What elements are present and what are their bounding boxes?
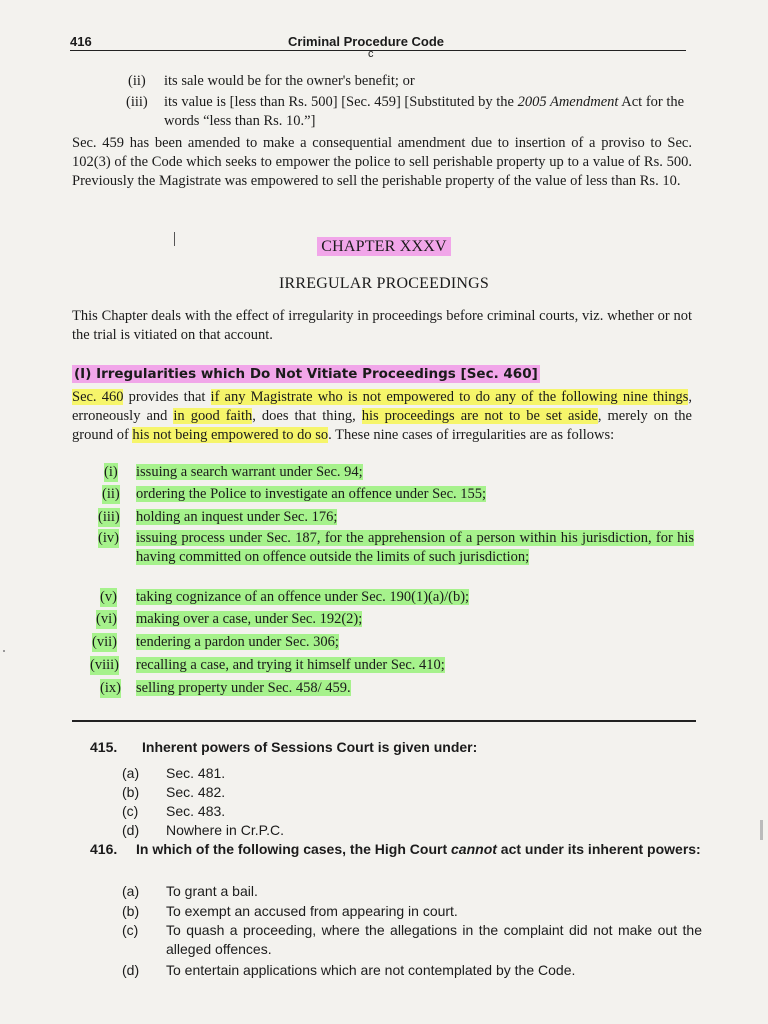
item-text: its value is [less than Rs. 500] [Sec. 459] [Substituted by the 2005 Amendment Act for the words “less than Rs. 10.”] (164, 94, 685, 129)
option-text: Sec. 483. (166, 803, 226, 819)
option-text: To exempt an accused from appearing in court. (166, 903, 458, 919)
question-text: Inherent powers of Sessions Court is given under: (142, 739, 478, 755)
item-label: (iii) (126, 94, 148, 110)
option-label: (c) (122, 922, 139, 938)
option-text: To quash a proceeding, where the allegations in the complaint did not make out the alleged offences. (166, 922, 702, 957)
running-title: Criminal Procedure Code (288, 34, 445, 49)
item-text: its sale would be for the owner's benefit; or (164, 73, 415, 89)
question-number: 416. (90, 841, 118, 857)
option-label: (d) (122, 822, 140, 838)
option-label: (a) (122, 765, 140, 781)
option-text: To entertain applications which are not contemplated by the Code. (166, 962, 576, 978)
option-label: (c) (122, 803, 139, 819)
chapter-number: CHAPTER XXXV (0, 238, 768, 256)
chapter-intro: This Chapter deals with the effect of irregularity in proceedings before criminal courts, viz. whether or not the trial is vitiated on that account. (72, 308, 692, 343)
item-label: (ii) (128, 73, 146, 89)
option-text: To grant a bail. (166, 883, 258, 899)
pen-mark: c (368, 48, 374, 60)
option-text: Sec. 481. (166, 765, 226, 781)
scan-speck (760, 820, 763, 840)
document-page: 416 Criminal Procedure Code c (ii) its sale would be for the owner's benefit; or (iii) its value is [less than Rs. 500] [Sec. 459] [Substituted by the 2005 Amendment Act for the words “less than Rs. 10.”] Sec. 459 has been amended to make a consequential amendment due to insertion of a proviso to Sec. 102(3) of the Code which seeks to empower the police to sell perishable property up to a value of Rs. 500. Previously the Magistrate was empowered to sell the perishable property of the value of less than Rs. 10. CHAPTER XXXV IRREGULAR PROCEEDINGS This Chapter deals with the effect of irregularity in proceedings before criminal courts, viz. whether or not the trial is vitiated on that account. (I) Irregularities which Do Not Vitiate Proceedings [Sec. 460] Sec. 460 provides that if any Magistrate who is not empowered to do any of the following nine things, erroneously and in good faith, does that thing, his proceedings are not to be set aside, merely on the ground of his not being empowered to do so. These nine cases of irregularities are as follows: (i) issuing a search warrant under Sec. 94; (ii) ordering the Police to investigate an offence under Sec. 155; (iii) holding an inquest under Sec. 176; (iv) issuing process under Sec. 187, for the apprehension of a person within his jurisdiction, for his having committed on offence outside the limits of such jurisdiction; (v) taking cognizance of an offence under Sec. 190(1)(a)/(b); (vi) making over a case, under Sec. 192(2); (vii) tendering a pardon under Sec. 306; (viii) recalling a case, and trying it himself under Sec. 410; (ix) selling property under Sec. 458/ 459. 415. Inherent powers of Sessions Court is given under: (a) Sec. 481. (b) Sec. 482. (c) Sec. 483. (d) Nowhere in Cr.P.C. 416. In which of the following cases, the High Court cannot act under its inherent powers: (a) To grant a bail. (b) To exempt an accused from appearing in court. (c) To quash a proceeding, where the allegations in the complaint did not make out the alleged offences. (d) To entertain applications which are not contemplated by the Code. (0, 0, 768, 1024)
option-label: (d) (122, 962, 140, 978)
page-header (70, 32, 686, 50)
scan-speck (3, 650, 5, 652)
option-label: (a) (122, 883, 140, 899)
option-label: (b) (122, 903, 140, 919)
question-number: 415. (90, 739, 118, 755)
chapter-title: IRREGULAR PROCEEDINGS (279, 275, 489, 292)
header-rule (70, 50, 686, 51)
question-text: In which of the following cases, the High Court cannot act under its inherent powers: (136, 841, 701, 857)
page-number: 416 (70, 34, 92, 49)
option-text: Sec. 482. (166, 784, 226, 800)
sec460-paragraph: Sec. 460 provides that if any Magistrate who is not empowered to do any of the following nine things, erroneously and in good faith, does that thing, his proceedings are not to be set aside, merely on the ground of his not being empowered to do so. These nine cases of irregularities are as follows: (72, 389, 692, 443)
section-divider (72, 720, 696, 722)
section-heading: (I) Irregularities which Do Not Vitiate Proceedings [Sec. 460] (74, 366, 538, 382)
option-label: (b) (122, 784, 140, 800)
amendment-paragraph: Sec. 459 has been amended to make a consequential amendment due to insertion of a proviso to Sec. 102(3) of the Code which seeks to empower the police to sell perishable property up to a value of Rs. 500. Previously the Magistrate was empowered to sell the perishable property of the value of less than Rs. 10. (72, 135, 692, 189)
option-text: Nowhere in Cr.P.C. (166, 822, 285, 838)
